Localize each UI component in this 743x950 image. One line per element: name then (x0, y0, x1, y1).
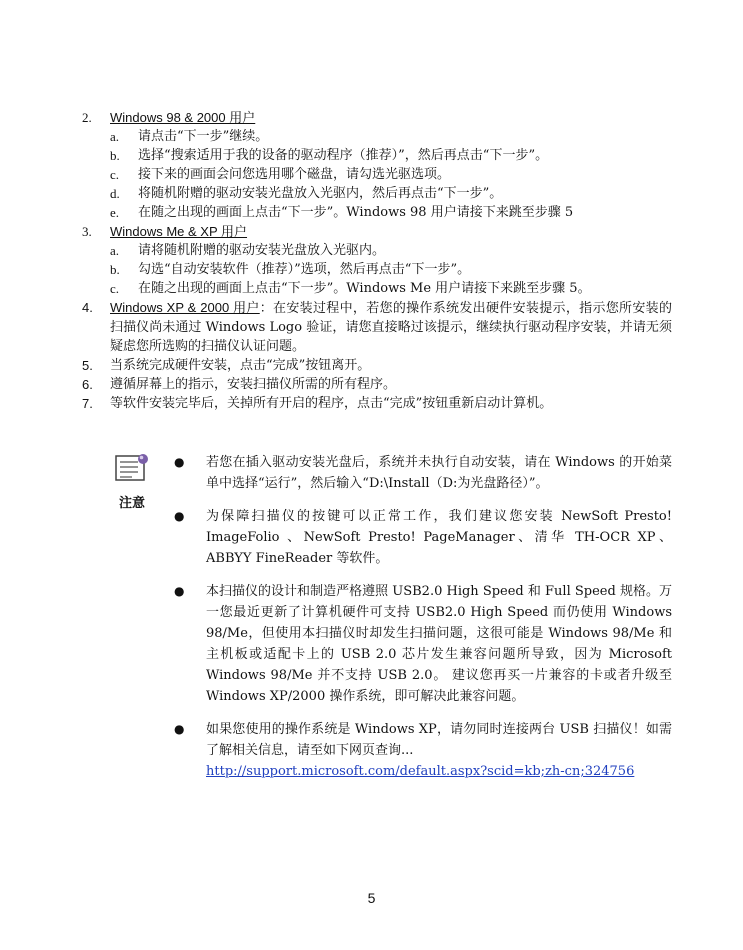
list-item: ● 若您在插入驱动安装光盘后，系统并未执行自动安装，请在 Windows 的开始菜单中选择“运行”，然后输入“D:\Install（D:为光盘路径）”。 (174, 452, 672, 494)
step-number: 5. (82, 358, 93, 373)
bullet-icon: ● (174, 584, 185, 598)
step-3 (82, 222, 672, 241)
step-2 (82, 108, 672, 127)
step-6 (82, 375, 672, 394)
list-item: d. 将随机附赠的驱动安装光盘放入光驱内，然后再点击“下一步”。 (110, 186, 503, 201)
step-number: 6. (82, 377, 93, 392)
list-item: c. 在随之出现的画面上点击“下一步”。Windows Me 用户请接下来跳至步骤 5。 (110, 281, 591, 296)
list-item: ● 如果您使用的操作系统是 Windows XP，请勿同时连接两台 USB 扫描仪！如需了解相关信息，请至如下网页查询... http://support.microsoft.com/default.aspx?scid=kb;zh-cn;324756 (174, 719, 672, 782)
step-text: 遵循屏幕上的指示，安装扫描仪所需的所有程序。 (110, 377, 397, 392)
list-item: ● 本扫描仪的设计和制造严格遵照 USB2.0 High Speed 和 Full Speed 规格。万一您最近更新了计算机硬件可支持 USB2.0 High Speed 而仍使用 Windows 98/Me，但使用本扫描仪时却发生扫描问题，这很可能是 Windows 98/Me 和主机板或适配卡上的 USB 2.0 芯片发生兼容问题所导致，因为 Microsoft Windows 98/Me 并不支持 USB 2.0。 建议您再买一片兼容的卡或者升级至 Windows XP/2000 操作系统，即可解决此兼容问题。 (174, 581, 672, 707)
list-item: a. 请点击“下一步”继续。 (110, 129, 269, 144)
step-title: Windows 98 & 2000 用户 (110, 110, 256, 125)
bullet-icon: ● (174, 509, 185, 523)
step-number: 2. (82, 110, 92, 125)
support-link[interactable]: http://support.microsoft.com/default.aspx?scid=kb;zh-cn;324756 (206, 764, 635, 779)
installation-steps (82, 108, 672, 413)
list-item: b. 勾选“自动安装软件（推荐）”选项，然后再点击“下一步”。 (110, 262, 471, 277)
list-item: c. 接下来的画面会问您选用哪个磁盘，请勾选光驱选项。 (110, 167, 451, 182)
list-item: b. 选择“搜索适用于我的设备的驱动程序（推荐）”，然后再点击“下一步”。 (110, 148, 549, 163)
step-4 (82, 298, 672, 356)
note-icon-block (112, 452, 152, 511)
step-number: 3. (82, 224, 92, 239)
step-title: Windows XP & 2000 用户 (110, 300, 260, 315)
list-item: e. 在随之出现的画面上点击“下一步”。Windows 98 用户请接下来跳至步骤 5 (110, 205, 574, 220)
note-label: 注意 (118, 496, 145, 511)
bullet-icon: ● (174, 722, 185, 736)
step-text: 当系统完成硬件安装，点击“完成”按钮离开。 (110, 358, 371, 373)
step-text: 等软件安装完毕后，关掉所有开启的程序，点击“完成”按钮重新启动计算机。 (110, 396, 553, 411)
notepad-icon (112, 452, 152, 484)
step-7 (82, 394, 672, 413)
step-text: ：在安装过程中，若您的操作系统发出硬件安装提示，指示您所安装的扫描仪尚未通过 Windows Logo 验证，请您直接略过该提示，继续执行驱动程序安装，并请无须疑虑您所选购的扫描仪认证问题。 (110, 301, 672, 354)
note-bullets (174, 452, 672, 794)
page-number: 5 (367, 890, 376, 906)
step-5 (82, 356, 672, 375)
bullet-icon: ● (174, 455, 185, 469)
step-title: Windows Me & XP 用户 (110, 224, 248, 239)
list-item: a. 请将随机附赠的驱动安装光盘放入光驱内。 (110, 243, 386, 258)
step-number: 7. (82, 396, 93, 411)
list-item: ● 为保障扫描仪的按键可以正常工作，我们建议您安装 NewSoft Presto! ImageFolio 、NewSoft Presto! PageManager、清华 TH-OCR XP、ABBYY FineReader 等软件。 (174, 506, 672, 569)
step-number: 4. (82, 300, 93, 315)
